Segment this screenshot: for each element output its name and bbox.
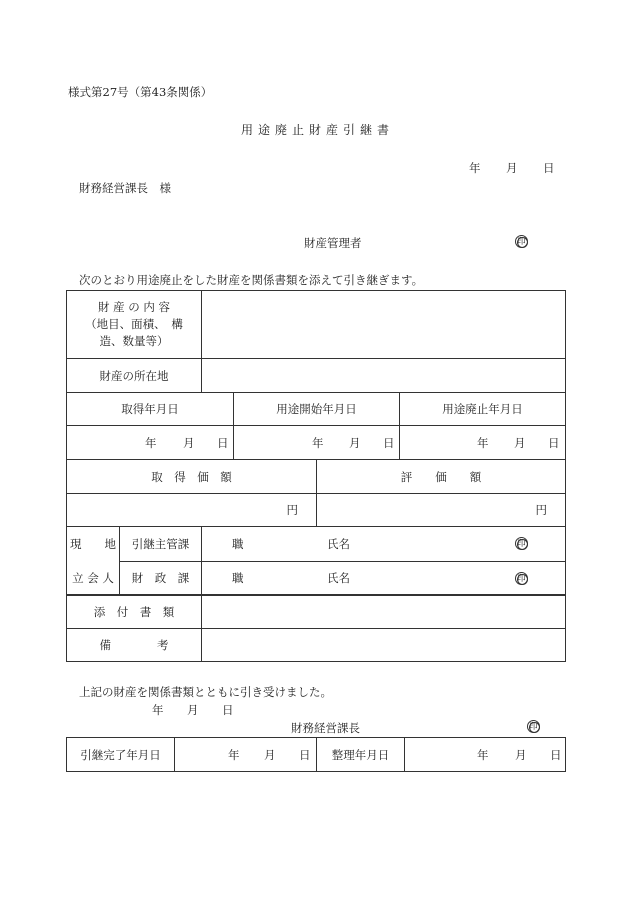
- start-day: 日: [383, 435, 395, 450]
- end-day: 日: [548, 435, 560, 450]
- use-start-date-label: 用途開始年月日: [234, 393, 400, 426]
- receipt-day: 日: [222, 703, 234, 717]
- property-contents-line2: （地目、面積、 構: [85, 317, 183, 331]
- appraised-value-label: 評 価 額: [317, 460, 566, 494]
- acq-yen: 円: [286, 503, 298, 517]
- post-label-2: 職: [232, 571, 244, 586]
- acquisition-date-label: 取得年月日: [67, 393, 234, 426]
- finance-seal-icon: 印: [515, 572, 528, 585]
- receiving-section-field[interactable]: [202, 527, 566, 562]
- document-title: 用途廃止財産引継書: [241, 123, 395, 137]
- receiver-label: 財務経営課長: [291, 721, 360, 735]
- property-contents-line3: 造、数量等）: [99, 334, 169, 348]
- completion-date-field[interactable]: [175, 738, 317, 772]
- property-contents-label: [67, 291, 202, 359]
- finance-section-label: 財 政 課: [120, 561, 202, 596]
- post-label-1: 職: [232, 536, 244, 551]
- organize-year: 年: [477, 747, 489, 762]
- header-date-year: 年: [469, 161, 481, 175]
- organize-date-label: 整理年月日: [317, 738, 405, 772]
- acq-year: 年: [145, 435, 157, 450]
- receiving-section-label: 引継主管課: [120, 527, 202, 562]
- remarks-field[interactable]: [202, 629, 566, 662]
- receipt-text: 上記の財産を関係書類とともに引き受けました。: [79, 685, 332, 699]
- attachments-field[interactable]: [202, 595, 566, 629]
- receiving-seal-icon: 印: [515, 537, 528, 550]
- manager-label: 財産管理者: [304, 236, 362, 250]
- start-year: 年: [312, 435, 324, 450]
- witness-label: [67, 527, 120, 596]
- property-table: [66, 290, 566, 393]
- use-end-date-label: 用途廃止年月日: [400, 393, 566, 426]
- organize-month: 月: [515, 747, 527, 762]
- witness-table: [66, 526, 566, 596]
- end-year: 年: [477, 435, 489, 450]
- attachments-table: [66, 594, 566, 662]
- completion-date-label: 引継完了年月日: [67, 738, 175, 772]
- attachments-label: 添 付 書 類: [67, 595, 202, 629]
- witness-line2: 立 会 人: [72, 571, 114, 585]
- header-date-day: 日: [543, 161, 555, 175]
- property-contents-field[interactable]: [202, 291, 566, 359]
- completion-month: 月: [264, 747, 276, 762]
- location-field[interactable]: [202, 359, 566, 393]
- manager-seal-icon: 印: [515, 235, 528, 248]
- values-table: [66, 459, 566, 527]
- finance-section-field[interactable]: [202, 561, 566, 596]
- start-month: 月: [349, 435, 361, 450]
- property-contents-line1: 財 産 の 内 容: [97, 300, 171, 314]
- receipt-year: 年: [152, 703, 164, 717]
- use-end-date-field[interactable]: [400, 426, 566, 460]
- organize-day: 日: [550, 747, 562, 762]
- completion-table: [66, 737, 566, 772]
- use-start-date-field[interactable]: [234, 426, 400, 460]
- acq-day: 日: [217, 435, 229, 450]
- header-date-month: 月: [506, 161, 518, 175]
- acquisition-date-field[interactable]: [67, 426, 234, 460]
- name-label-2: 氏名: [327, 571, 350, 586]
- form-number: 様式第27号（第43条関係）: [68, 85, 213, 99]
- completion-year: 年: [228, 747, 240, 762]
- addressee: 財務経営課長 様: [79, 181, 171, 195]
- completion-day: 日: [299, 747, 311, 762]
- end-month: 月: [514, 435, 526, 450]
- dates-table: [66, 392, 566, 460]
- location-label: 財産の所在地: [67, 359, 202, 393]
- name-label-1: 氏名: [327, 536, 350, 551]
- acquisition-price-label: 取 得 価 額: [67, 460, 317, 494]
- remarks-label: 備 考: [67, 629, 202, 662]
- appraised-yen: 円: [535, 503, 547, 517]
- witness-line1: 現 地: [70, 537, 116, 551]
- organize-date-field[interactable]: [405, 738, 566, 772]
- acquisition-price-field[interactable]: [67, 494, 317, 527]
- receiver-seal-icon: 印: [527, 720, 540, 733]
- acq-month: 月: [183, 435, 195, 450]
- receipt-month: 月: [187, 703, 199, 717]
- appraised-value-field[interactable]: [317, 494, 566, 527]
- intro-text: 次のとおり用途廃止をした財産を関係書類を添えて引き継ぎます。: [79, 273, 424, 287]
